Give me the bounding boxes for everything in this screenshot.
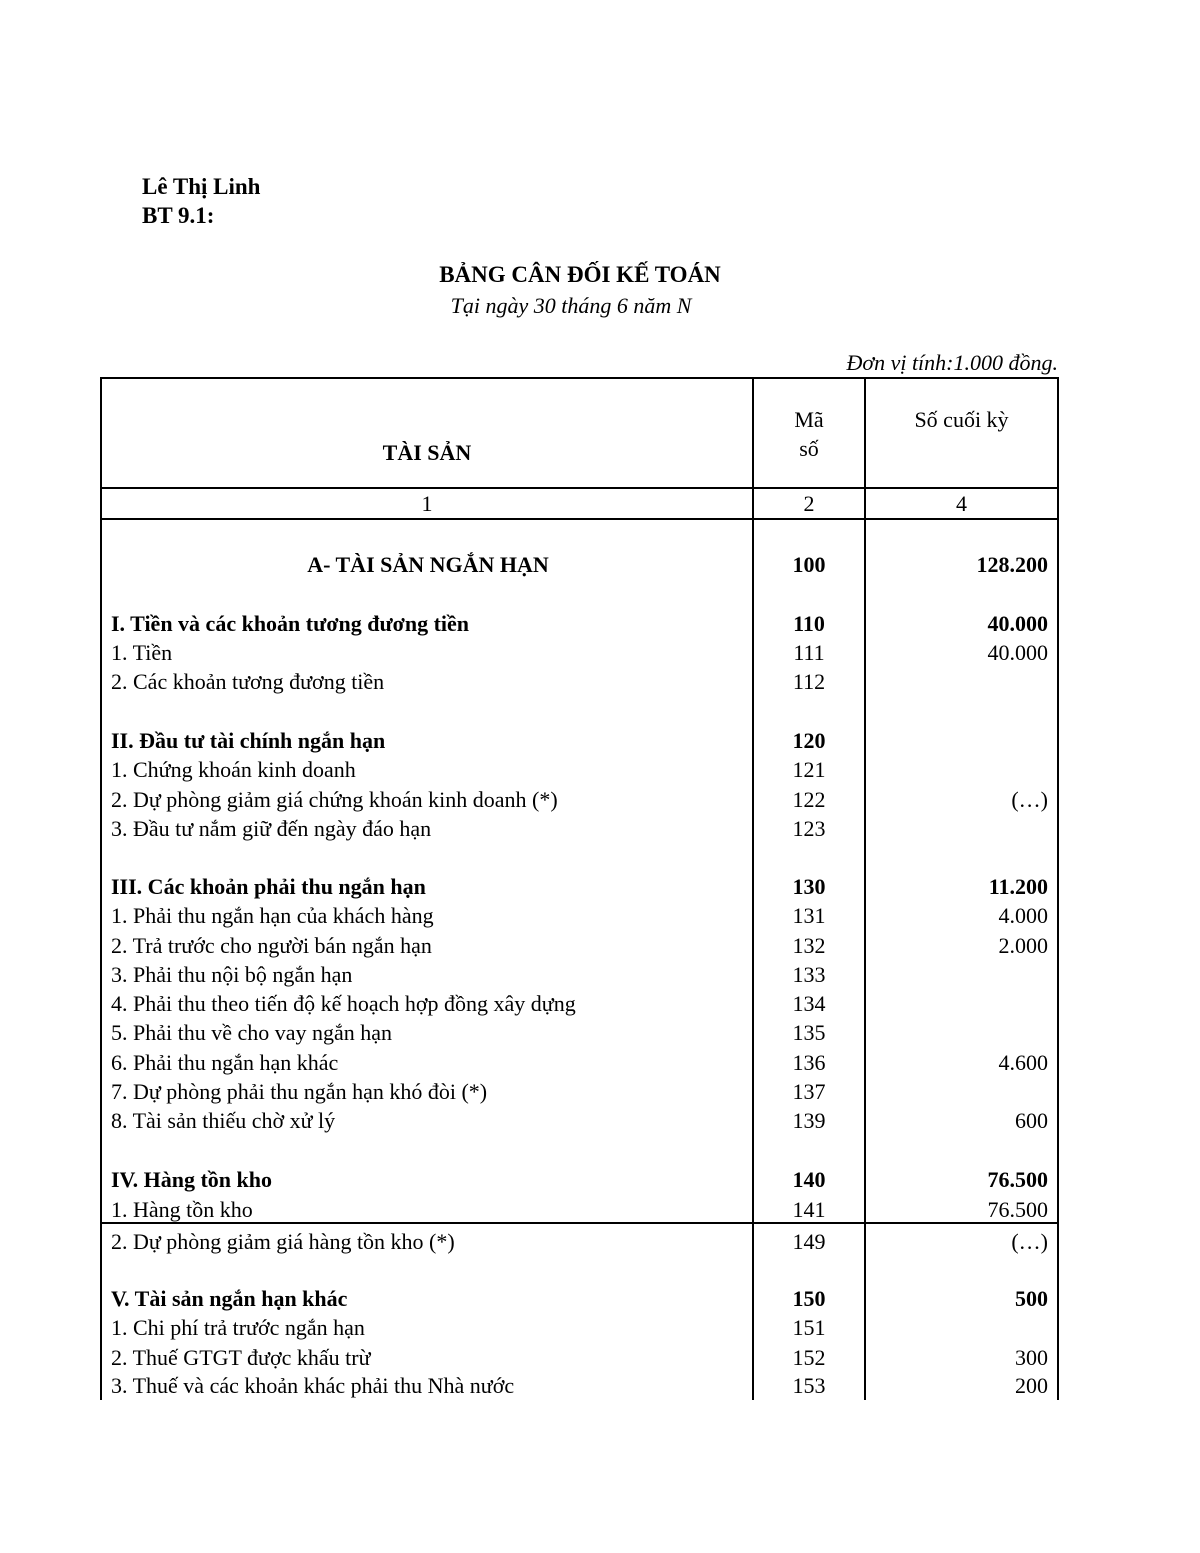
table-row xyxy=(102,667,1057,697)
row-label: 2. Trả trước cho người bán ngắn hạn xyxy=(111,933,432,958)
row-code: 121 xyxy=(792,757,826,782)
row-code: 111 xyxy=(793,640,825,665)
row-code: 133 xyxy=(792,962,826,987)
row-code: 152 xyxy=(792,1345,826,1370)
row-value: 300 xyxy=(1015,1345,1048,1370)
row-code: 131 xyxy=(792,903,826,928)
row-code: 134 xyxy=(792,991,826,1016)
author-name: Lê Thị Linh xyxy=(142,174,261,199)
row-label: 2. Dự phòng giảm giá chứng khoán kinh doanh (*) xyxy=(111,787,558,812)
table-row xyxy=(102,1371,1057,1401)
row-code: 120 xyxy=(792,728,826,753)
row-code: 139 xyxy=(792,1108,826,1133)
column-number-1: 1 xyxy=(421,491,433,516)
table-row xyxy=(102,1165,1057,1195)
column-number-2: 2 xyxy=(803,491,815,516)
header-assets: TÀI SẢN xyxy=(382,440,472,465)
table-row xyxy=(102,1018,1057,1048)
table-row xyxy=(102,785,1057,815)
row-value: 600 xyxy=(1015,1108,1048,1133)
row-label: 3. Phải thu nội bộ ngắn hạn xyxy=(111,962,353,987)
table-row xyxy=(102,814,1057,844)
row-label: 3. Đầu tư nắm giữ đến ngày đáo hạn xyxy=(111,816,432,841)
row-value: 4.000 xyxy=(998,903,1048,928)
row-label: 3. Thuế và các khoản khác phải thu Nhà nước xyxy=(111,1373,515,1398)
row-value: 128.200 xyxy=(976,552,1048,577)
row-label: 4. Phải thu theo tiến độ kế hoạch hợp đồng xây dựng xyxy=(111,991,576,1016)
row-label: 2. Dự phòng giảm giá hàng tồn kho (*) xyxy=(111,1229,455,1254)
row-label: 1. Hàng tồn kho xyxy=(111,1197,253,1222)
document-title: BẢNG CÂN ĐỐI KẾ TOÁN xyxy=(439,262,721,287)
row-code: 151 xyxy=(792,1315,826,1340)
row-label: 2. Các khoản tương đương tiền xyxy=(111,669,385,694)
row-label: 1. Tiền xyxy=(111,640,173,665)
row-value: 40.000 xyxy=(987,611,1048,636)
unit-note: Đơn vị tính:1.000 đồng. xyxy=(846,350,1058,375)
row-code: 150 xyxy=(792,1286,826,1311)
row-code: 153 xyxy=(792,1373,826,1398)
row-code: 122 xyxy=(792,787,826,812)
row-code: 141 xyxy=(792,1197,826,1222)
document-subtitle: Tại ngày 30 tháng 6 năm N xyxy=(450,293,692,318)
table-row xyxy=(102,1077,1057,1107)
table-row xyxy=(102,989,1057,1019)
table-row xyxy=(102,726,1057,756)
table-row xyxy=(102,1227,1057,1257)
table-row xyxy=(102,931,1057,961)
row-label: 6. Phải thu ngắn hạn khác xyxy=(111,1050,339,1075)
row-label: II. Đầu tư tài chính ngắn hạn xyxy=(111,728,386,753)
table-row xyxy=(102,872,1057,902)
row-value: (…) xyxy=(1011,1229,1048,1254)
row-label: 5. Phải thu về cho vay ngắn hạn xyxy=(111,1020,393,1045)
row-label: 8. Tài sản thiếu chờ xử lý xyxy=(111,1108,336,1133)
header-end-period: Số cuối kỳ xyxy=(914,407,1009,432)
row-value: 11.200 xyxy=(988,874,1048,899)
row-value: 4.600 xyxy=(998,1050,1048,1075)
row-label: V. Tài sản ngắn hạn khác xyxy=(111,1286,348,1311)
exercise-label: BT 9.1: xyxy=(142,203,215,228)
table-row xyxy=(102,1313,1057,1343)
row-label: 7. Dự phòng phải thu ngắn hạn khó đòi (*) xyxy=(111,1079,488,1104)
table-row xyxy=(102,609,1057,639)
row-value: 76.500 xyxy=(987,1197,1048,1222)
header-divider xyxy=(100,487,1059,489)
row-label: III. Các khoản phải thu ngắn hạn xyxy=(111,874,426,899)
row-label: I. Tiền và các khoản tương đương tiền xyxy=(111,611,470,636)
row-code: 140 xyxy=(792,1167,826,1192)
table-row xyxy=(102,550,1057,580)
row-code: 123 xyxy=(792,816,826,841)
row-code: 110 xyxy=(793,611,825,636)
row-value: 2.000 xyxy=(998,933,1048,958)
row-value: (…) xyxy=(1011,787,1048,812)
column-number-divider xyxy=(100,518,1059,520)
column-number-4: 4 xyxy=(956,491,967,516)
row-value: 76.500 xyxy=(987,1167,1048,1192)
table-row xyxy=(102,1195,1057,1225)
row-code: 135 xyxy=(792,1020,826,1045)
row-value: 200 xyxy=(1015,1373,1048,1398)
row-code: 130 xyxy=(792,874,826,899)
row-value: 40.000 xyxy=(987,640,1048,665)
table-row xyxy=(102,1048,1057,1078)
row-label: 1. Chứng khoán kinh doanh xyxy=(111,757,356,782)
table-row xyxy=(102,1106,1057,1136)
row-code: 100 xyxy=(792,552,826,577)
table-row xyxy=(102,960,1057,990)
row-code: 136 xyxy=(792,1050,826,1075)
table-row xyxy=(102,638,1057,668)
row-label: A- TÀI SẢN NGẮN HẠN xyxy=(307,552,549,577)
header-code-line2: số xyxy=(799,436,819,461)
row-label: IV. Hàng tồn kho xyxy=(111,1167,272,1192)
row-value: 500 xyxy=(1015,1286,1048,1311)
table-row xyxy=(102,755,1057,785)
row-code: 137 xyxy=(792,1079,826,1104)
row-label: 1. Phải thu ngắn hạn của khách hàng xyxy=(111,903,434,928)
row-code: 132 xyxy=(792,933,826,958)
table-row xyxy=(102,901,1057,931)
row-label: 2. Thuế GTGT được khấu trừ xyxy=(111,1345,371,1370)
header-code-line1: Mã xyxy=(794,407,824,432)
table-row xyxy=(102,1284,1057,1314)
row-code: 149 xyxy=(792,1229,826,1254)
row-label: 1. Chi phí trả trước ngắn hạn xyxy=(111,1315,365,1340)
table-row xyxy=(102,1343,1057,1373)
row-code: 112 xyxy=(792,669,826,694)
